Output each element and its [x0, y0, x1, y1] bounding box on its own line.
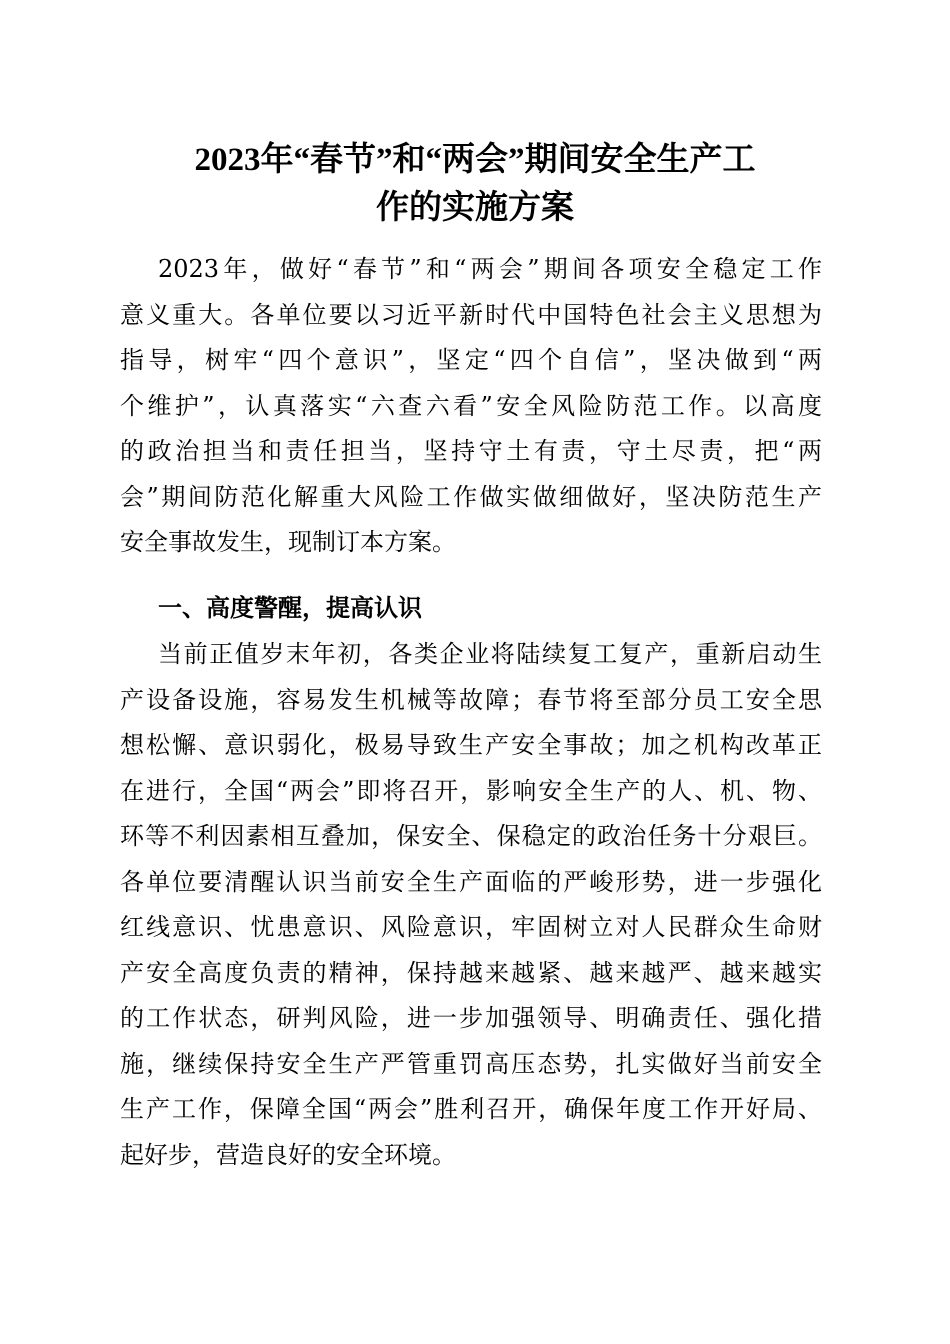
title-line: 作的实施方案: [376, 190, 574, 226]
paragraph-line: 红线意识、忧患意识、风险意识，牢固树立对人民群众生命财: [120, 913, 822, 941]
document-title: [0, 136, 950, 232]
paragraph-line: 个维护”，认真落实“六查六看”安全风险防范工作。以高度: [120, 391, 822, 420]
paragraph-line: 起好步，营造良好的安全环境。: [120, 1140, 456, 1169]
paragraph-line: 在进行，全国“两会”即将召开，影响安全生产的人、机、物、: [120, 776, 822, 805]
paragraph-line: 环等不利因素相互叠加，保安全、保稳定的政治任务十分艰巨。: [120, 822, 822, 850]
paragraph-line: 当前正值岁末年初，各类企业将陆续复工复产，重新启动生: [158, 640, 822, 668]
paragraph-line: 安全事故发生，现制订本方案。: [120, 528, 456, 556]
paragraph-line: 意义重大。各单位要以习近平新时代中国特色社会主义思想为: [120, 300, 822, 329]
paragraph-line: 产安全高度负责的精神，保持越来越紧、越来越严、越来越实: [120, 958, 822, 987]
paragraph-line: 的政治担当和责任担当，坚持守土有责，守土尽责，把“两: [120, 437, 822, 465]
title-line: 2023年“春节”和“两会”期间安全生产工: [194, 142, 756, 178]
paragraph-line: 指导，树牢“四个意识”，坚定“四个自信”，坚决做到“两: [120, 346, 822, 374]
paragraph-line: 施，继续保持安全生产严管重罚高压态势，扎实做好当前安全: [120, 1049, 822, 1078]
paragraph-line: 2023年，做好“春节”和“两会”期间各项安全稳定工作: [158, 255, 822, 283]
intro-paragraph: [120, 247, 822, 566]
section-heading: 一、高度警醒，提高认识: [158, 594, 422, 622]
paragraph-line: 的工作状态，研判风险，进一步加强领导、明确责任、强化措: [120, 1004, 822, 1032]
paragraph-line: 产设备设施，容易发生机械等故障；春节将至部分员工安全思: [120, 685, 822, 714]
paragraph-line: 会”期间防范化解重大风险工作做实做细做好，坚决防范生产: [120, 482, 822, 511]
section-paragraph: [120, 632, 822, 1178]
paragraph-line: 各单位要清醒认识当前安全生产面临的严峻形势，进一步强化: [120, 867, 822, 896]
paragraph-line: 想松懈、意识弱化，极易导致生产安全事故；加之机构改革正: [120, 731, 822, 759]
paragraph-line: 生产工作，保障全国“两会”胜利召开，确保年度工作开好局、: [120, 1095, 822, 1123]
